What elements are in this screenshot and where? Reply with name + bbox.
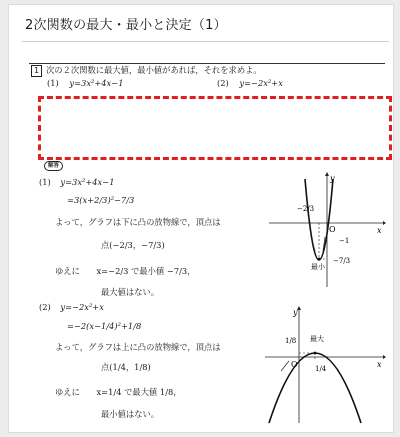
solution1-line1: y=3x²+4x−1 (60, 177, 115, 187)
graph-upward-parabola (267, 171, 387, 289)
origin-label: O (291, 360, 298, 369)
item-label: (2) (217, 78, 229, 88)
problem-number: 1 (31, 65, 42, 77)
problem-item-2 (217, 78, 283, 88)
origin-label: O (329, 225, 336, 234)
x-axis-label: x (377, 226, 382, 235)
y-axis-arrow (325, 172, 329, 176)
parabola-curve (269, 353, 361, 423)
solution2-header (39, 302, 104, 312)
item-expression: y=3x²+4x−1 (69, 78, 124, 88)
increase-arrow (281, 361, 289, 371)
solution2-line1: y=−2x²+x (60, 302, 104, 312)
solution-badge: 解答 (44, 161, 63, 171)
problem-instruction: 次の２次関数に最大値，最小値があれば，それを求めよ。 (46, 65, 262, 75)
vertex-point (318, 258, 321, 261)
solution2-line3: よって，グラフは上に凸の放物線で，頂点は (55, 342, 221, 352)
worksheet (8, 4, 394, 433)
minimum-label: 最小 (311, 263, 325, 271)
solution1-label: (1) (39, 177, 51, 187)
item-expression: y=−2x²+x (239, 78, 283, 88)
x-axis-arrow (383, 221, 386, 225)
solution1-line2: =3(x+2/3)²−7/3 (67, 195, 135, 205)
solution2-line2: =−2(x−1/4)²+1/8 (67, 321, 142, 331)
solution1-line4: 点(−2/3，−7/3) (101, 240, 165, 250)
graph-downward-parabola (263, 305, 389, 425)
solution1-line6: 最大値はない。 (101, 287, 160, 297)
page-title: 2次関数の最大・最小と決定（1） (25, 18, 227, 33)
solution2-line5: ゆえに x=1/4 で最大値 1/8， (55, 387, 182, 397)
y-axis-arrow (297, 306, 301, 310)
solution1-line5: ゆえに x=−2/3 で最小値 −7/3， (55, 266, 196, 276)
vertex-y-label: 1/8 (285, 337, 297, 345)
item-label: (1) (47, 78, 59, 88)
y-axis-label: y (330, 174, 335, 183)
solution1-line3: よって，グラフは下に凸の放物線で，頂点は (55, 217, 221, 227)
title-divider (22, 41, 389, 42)
solution1-header (39, 177, 114, 187)
vertex-point (314, 352, 317, 355)
answer-area[interactable] (38, 96, 392, 160)
vertex-x-label: 1/4 (315, 365, 327, 373)
solution2-line4: 点(1/4，1/8) (101, 362, 151, 372)
solution2-label: (2) (39, 302, 51, 312)
vertex-x-label: −2/3 (297, 205, 315, 213)
decrease-arrow (331, 361, 339, 371)
decrease-arrow (311, 237, 315, 251)
solution2-line6: 最小値はない。 (101, 409, 160, 419)
x-axis-arrow (383, 355, 386, 359)
x-axis-label: x (377, 360, 382, 369)
y-intercept-label: −1 (339, 237, 350, 245)
vertex-y-label: −7/3 (333, 257, 351, 265)
problem-item-1 (47, 78, 123, 88)
y-axis-label: y (293, 308, 298, 317)
maximum-label: 最大 (310, 335, 324, 343)
